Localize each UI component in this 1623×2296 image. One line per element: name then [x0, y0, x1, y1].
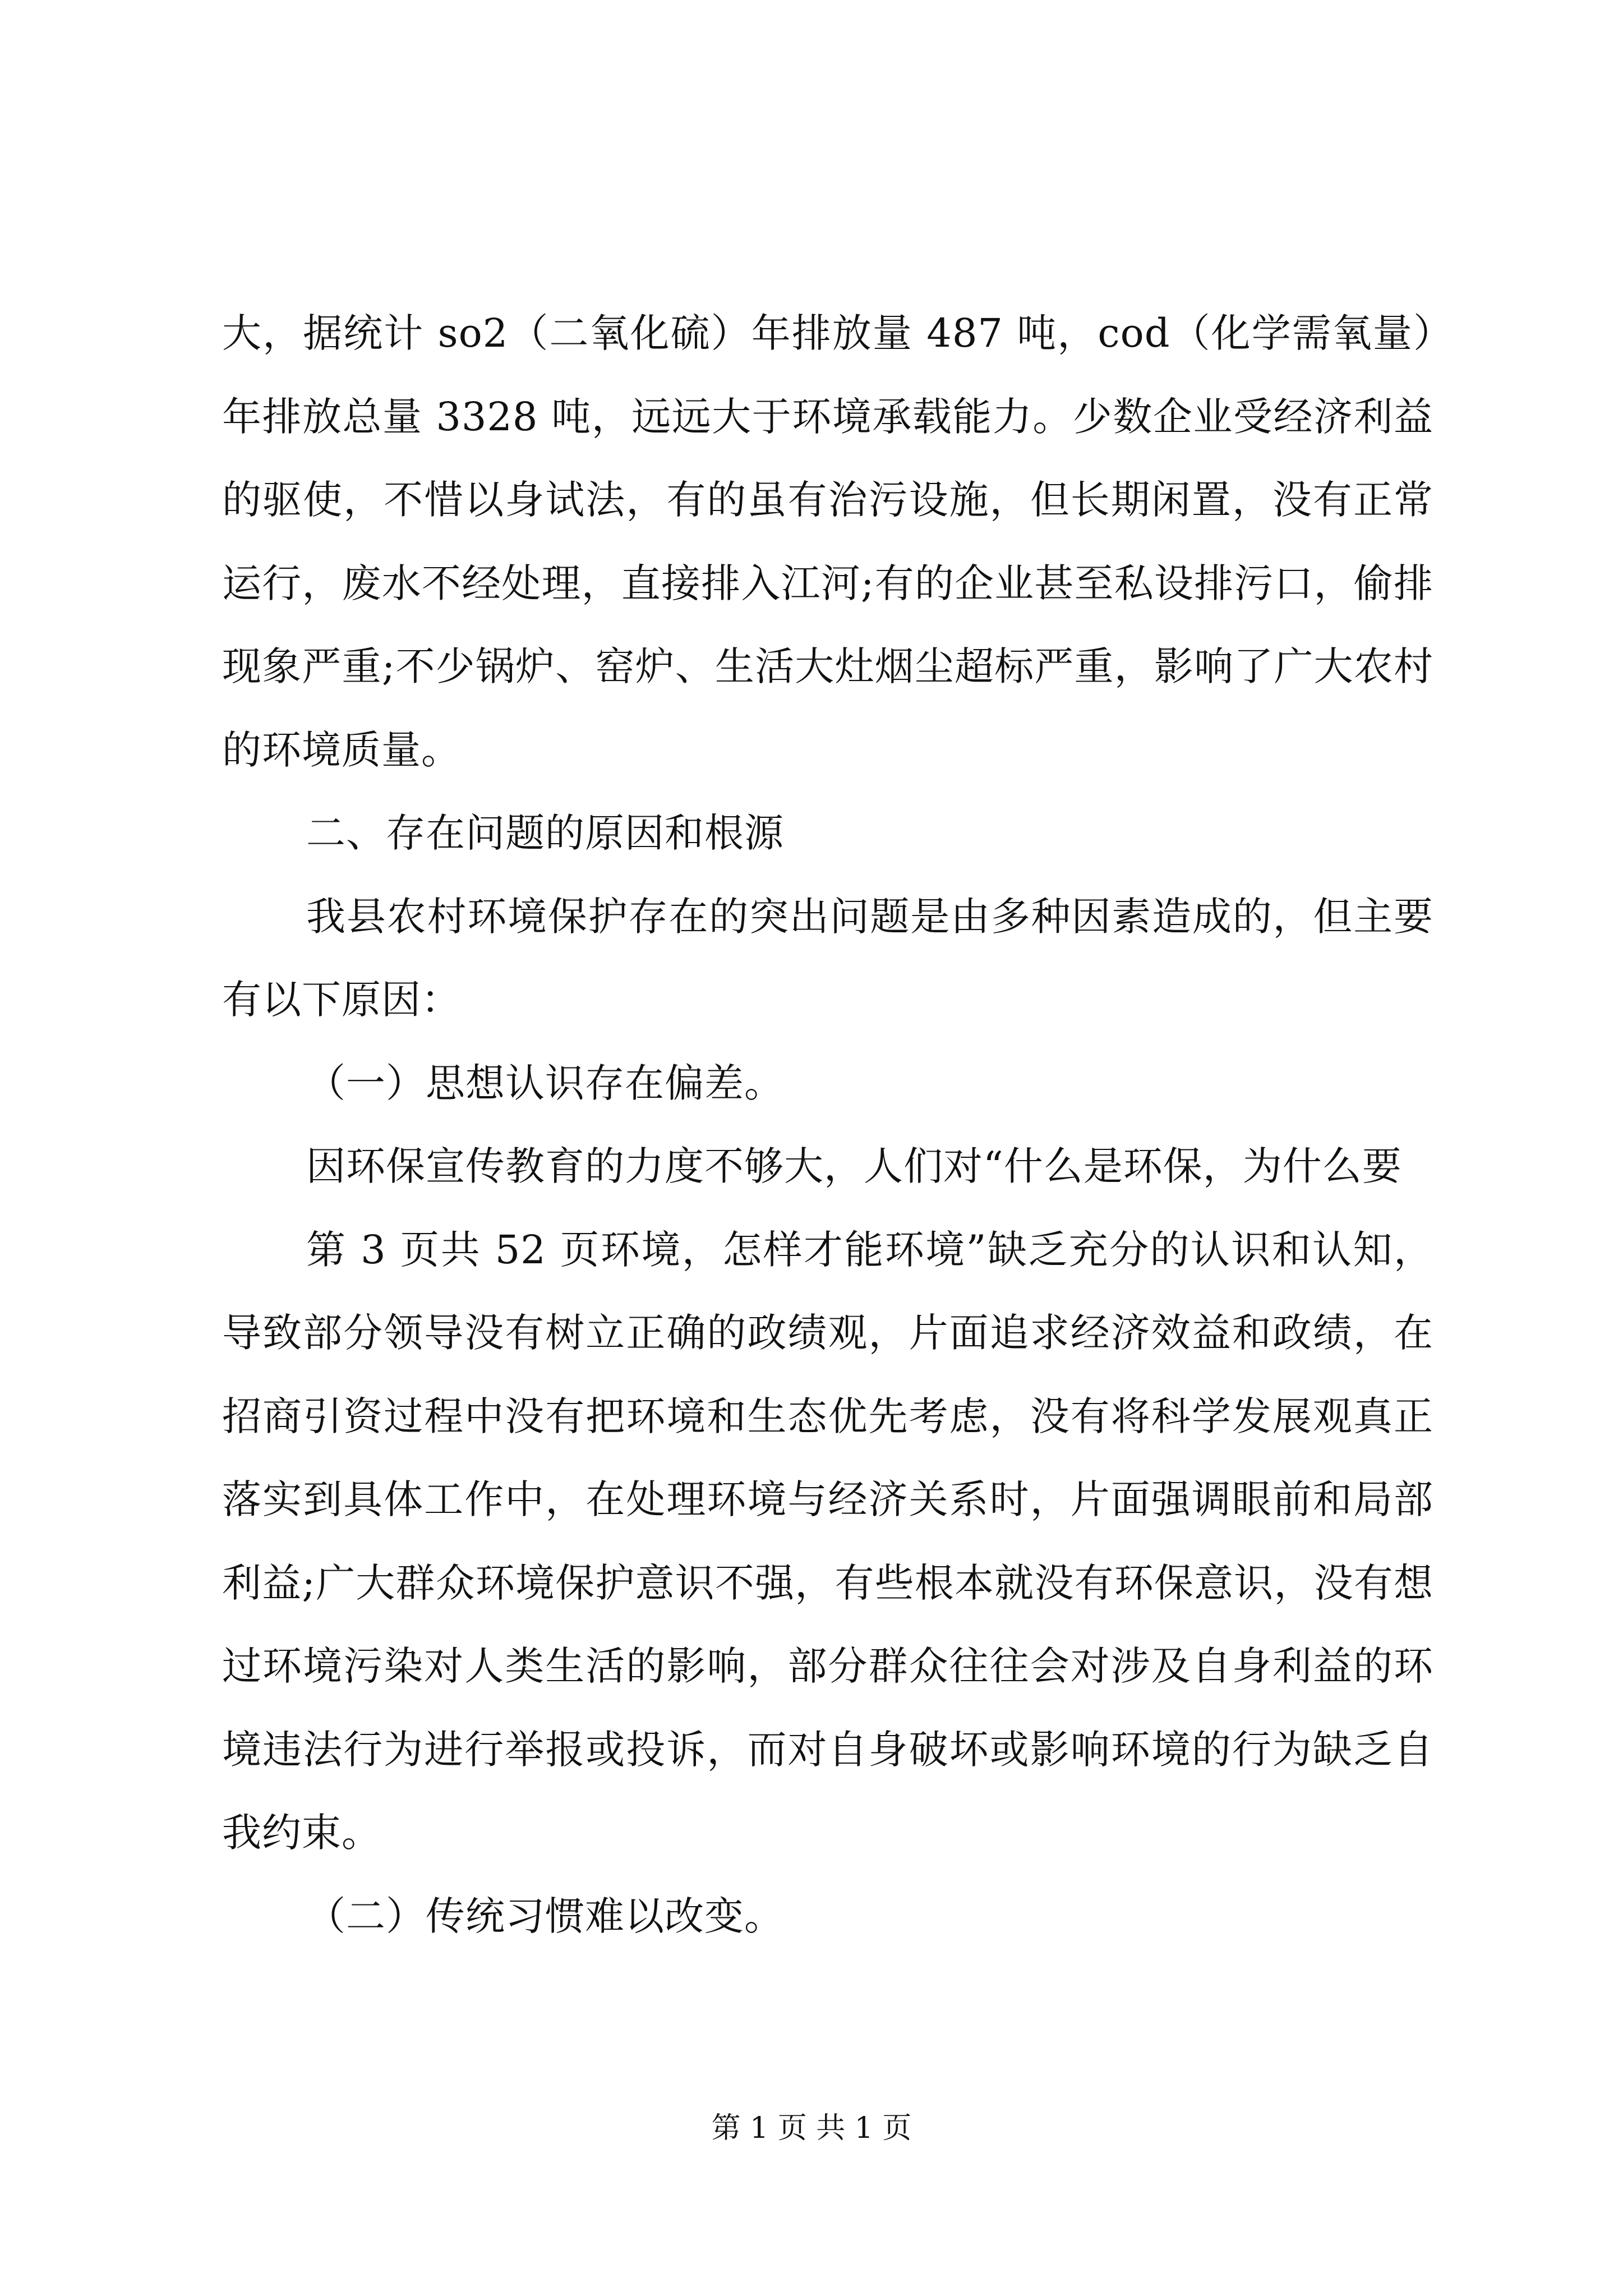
- subheading-awareness: （一）思想认识存在偏差。: [306, 1060, 784, 1106]
- paragraph-awareness-continued: 第 3 页共 52 页环境，怎样才能环境”缺乏充分的认识和认知，导致部分领导没有树立正确的政绩观，片面追求经济效益和政绩，在招商引资过程中没有把环境和生态优先考虑，没有将科学发展观真正落实到具体工作中，在处理环境与经济关系时，片面强调眼前和局部利益;广大群众环境保护意识不强，有些根本就没有环保意识，没有想过环境污染对人类生活的影响，部分群众往往会对涉及自身利益的环境违法行为进行举报或投诉，而对自身破坏或影响环境的行为缺乏自我约束。: [222, 1226, 1433, 1856]
- page-footer: 第 1 页 共 1 页: [711, 2111, 912, 2145]
- paragraph-causes-intro: 我县农村环境保护存在的突出问题是由多种因素造成的，但主要有以下原因：: [222, 893, 1433, 1023]
- subheading-habits: （二）传统习惯难以改变。: [306, 1893, 784, 1939]
- section-heading-causes: 二、存在问题的原因和根源: [306, 810, 784, 856]
- paragraph-emissions: 大，据统计 so2（二氧化硫）年排放量 487 吨，cod（化学需氧量）年排放总量 3328 吨，远远大于环境承载能力。少数企业受经济利益的驱使，不惜以身试法，有的虽有治污设施，但长期闲置，没有正常运行，废水不经处理，直接排入江河;有的企业甚至私设排污口，偷排现象严重;不少锅炉、窑炉、生活大灶烟尘超标严重，影响了广大农村的环境质量。: [222, 310, 1433, 773]
- document-body: [222, 292, 1433, 1958]
- paragraph-awareness-start: 因环保宣传教育的力度不够大，人们对“什么是环保，为什么要: [306, 1143, 1402, 1189]
